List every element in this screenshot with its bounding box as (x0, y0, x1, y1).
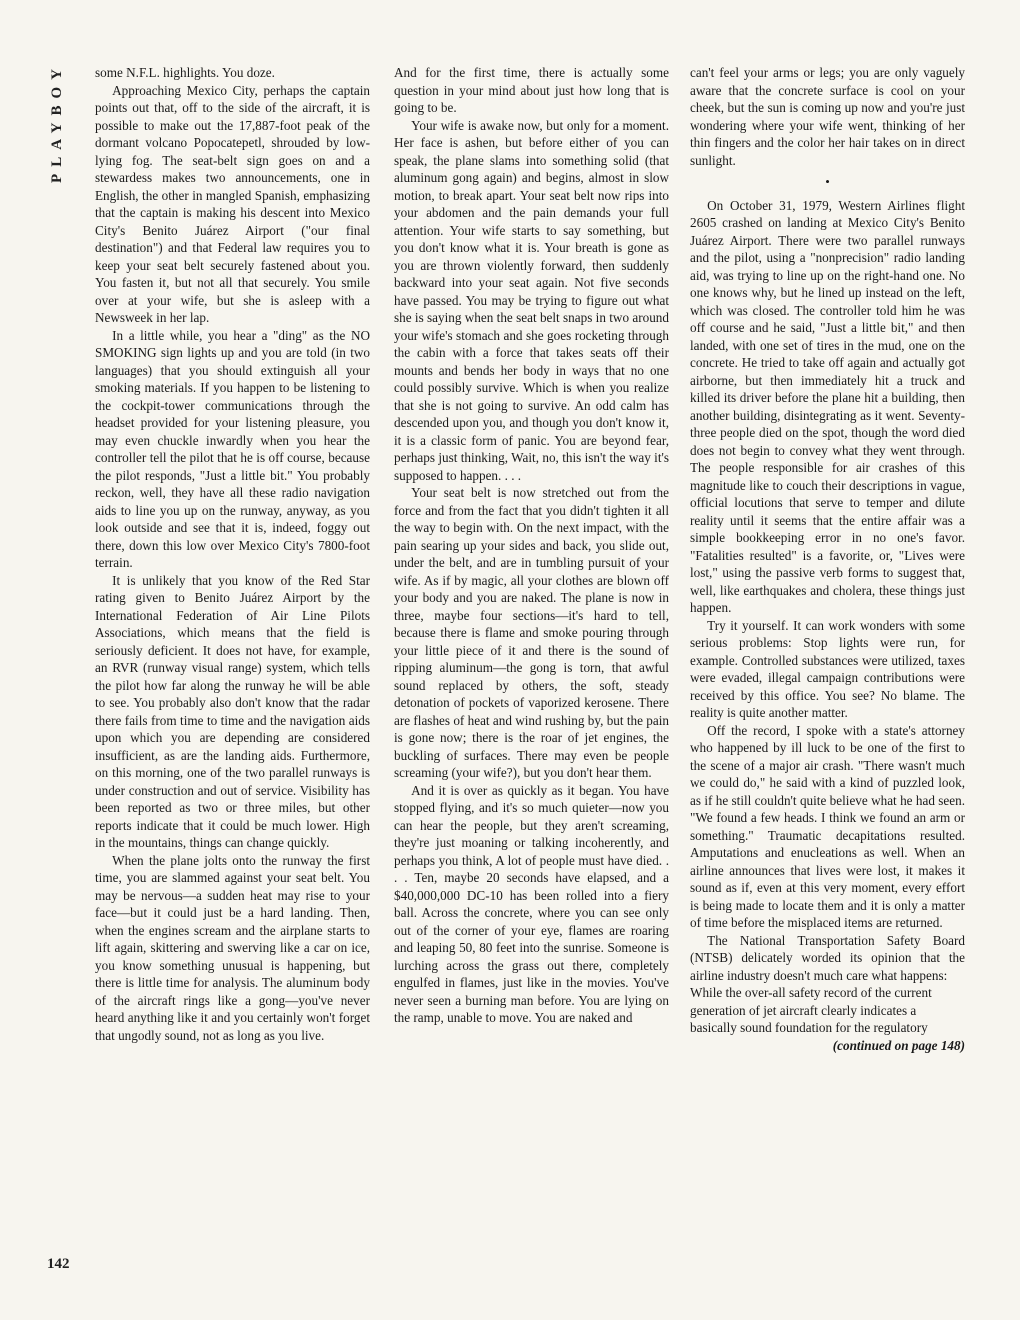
paragraph: The National Transportation Safety Board (NTSB) delicately worded its opinion that the airline industry doesn't much care what happens: (690, 932, 965, 983)
text-column-2 (394, 64, 669, 1027)
magazine-masthead: PLAYBOY (49, 62, 65, 183)
page-number: 142 (47, 1256, 70, 1272)
paragraph: Off the record, I spoke with a state's attorney who happened by ill luck to be one of the first to the scene of a major air crash. "There wasn't much we could do," he said with a kind of puzzled look, as if he still couldn't quite believe what he had seen. "We found a few heads. I think we found an arm or something." Traumatic decapitations resulted. Amputations and enucleations as well. When an airline announces that lives were lost, it makes it sound as if, even at this very moment, every effort is being made to locate them and it is only a matter of time before the misplaced items are returned. (690, 722, 965, 930)
paragraph: And it is over as quickly as it began. You have stopped flying, and it's so much quieter—now you can hear the people, but they aren't screaming, they're just moaning or talking incoherently, and perhaps you think, A lot of people must have died. . . . Ten, maybe 20 seconds have elapsed, and a $40,000,000 DC-10 has been rolled into a fiery ball. Across the concrete, where you can see only out of the corner of your eye, flames are roaring and leaping 50, 80 feet into the sunrise. Someone is lurching across the grass out there, completely engulfed in flames, just like in the movies. You've never seen a burning man before. You are lying on the ramp, unable to move. You are naked and (394, 782, 669, 1025)
paragraph: some N.F.L. highlights. You doze. (95, 65, 275, 80)
paragraph: can't feel your arms or legs; you are only vaguely aware that the concrete surface is cool on your cheek, but the sun is coming up now and you're just wondering where your wife went, thinking of her thin fingers and the color her hair takes on in direct sunlight. (690, 65, 965, 168)
paragraph: And for the first time, there is actually some question in your mind about just how long that is going to be. (394, 65, 669, 115)
paragraph: Your wife is awake now, but only for a moment. Her face is ashen, but before either of you can speak, the plane slams into something solid (that aluminum gong again) and begins, almost in slow motion, to break apart. Your seat belt now rips into your abdomen and the pain demands your full attention. Your wife starts to say something, but you don't know what it is. Your breath is gone as you are thrown violently forward, then suddenly backward into your seat again. Not five seconds have passed. You may be trying to figure out what she is saying when the seat belt snaps in two around your wife's stomach and she goes rocketing through the cabin with a force that takes seats off their mounts and bends her body in ways that no one could possibly survive. Which is when you realize that she is not going to survive. An odd calm has descended upon you, and though you don't know it, it is a classic form of panic. You are beyond fear, perhaps just thinking, Wait, no, this isn't the way it's supposed to happen. . . . (394, 117, 669, 483)
paragraph: In a little while, you hear a "ding" as the NO SMOKING sign lights up and you are told (in two languages) that you should extinguish all your smoking materials. If you happen to be listening to the cockpit-tower communications through the headset provided for your listening pleasure, you may even chuckle inwardly when you hear the controller tell the pilot that he is off course, because the pilot responds, "Just a little bit." You probably reckon, well, they have all these radio navigation aids to line you up on the runway, anyway, as you look outside and see that it is, indeed, foggy out there, down this low over Mexico City's 7800-foot terrain. (95, 327, 370, 570)
paragraph: Approaching Mexico City, perhaps the captain points out that, off to the side of the aircraft, it is possible to make out the 17,887-foot peak of the dormant volcano Popocatepetl, shrouded by low-lying fog. The seat-belt sign goes on and a stewardess makes two announcements, one in English, the other in mangled Spanish, emphasizing that the captain is making his descent into Mexico City's Benito Juárez Airport ("our final destination") and that Federal law requires you to keep your seat belt securely fastened about you. You fasten it, but not all that securely. You smile over at your wife, but she is asleep with a Newsweek in her lap. (95, 82, 370, 325)
paragraph: On October 31, 1979, Western Airlines flight 2605 crashed on landing at Mexico City's Benito Juárez Airport. There were two parallel runways and the pilot, using a "nonprecision" radio landing aid, was trying to line up on the right-hand one. No one knows why, but he lined up instead on the left, which was closed. The controller told him he was off course and he said, "Just a little bit," and then landed, with one set of tires in the mud, one on the concrete. He tried to take off again and actually got airborne, but then immediately hit a truck and killed its driver before the plane hit a building, then another building, disintegrating as it went. Seventy-three people died on the spot, though the word died does not begin to convey what they went through. The people responsible for air crashes of this magnitude like to couch their descriptions in vague, official locutions that serve to temper and dilute reality until it seems that the entire affair was a simple bookkeeping error in no one's favor. "Fatalities resulted" is a favorite, or, "Lives were lost," using the passive verb forms to suggest that, well, like earthquakes and cholera, these things just happen. (690, 197, 965, 615)
section-separator: • (825, 174, 830, 189)
continued-notice: (continued on page 148) (832, 1037, 965, 1053)
text-column-3 (690, 64, 965, 1054)
paragraph: It is unlikely that you know of the Red Star rating given to Benito Juárez Airport by the International Federation of Air Line Pilots Associations, which means that the field is seriously deficient. It does not have, for example, an RVR (runway visual range) system, which tells the pilot how far along the runway he will be able to see. You probably also don't know that the radar there fails from time to time and the navigation aids upon which you are depending are considered insufficient, as are the landing aids. Furthermore, on this morning, one of the two parallel runways is under construction and out of service. Visibility has been reported as two or three miles, but other reports indicate that it could be much lower. High in the mountains, things can change quickly. (95, 572, 370, 850)
paragraph: When the plane jolts onto the runway the first time, you are slammed against your seat belt. You may be nervous—a sudden heat may rise to your face—but it could just be a hard landing. Then, when the engines scream and the airplane starts to lift again, skittering and swerving like a car on ice, you know something unusual is happening, but there is little time for analysis. The aluminum body of the aircraft rings like a gong—you've never heard anything like it and you certainly won't forget that ungodly sound, not as long as you live. (95, 852, 370, 1043)
text-column-1 (95, 64, 370, 1044)
paragraph: Try it yourself. It can work wonders with some serious problems: Stop lights were run, for example. Controlled substances were utilized, taxes were evaded, illegal campaign contributions were received by this office. You see? No blame. The reality is quite another matter. (690, 617, 965, 720)
paragraph: Your seat belt is now stretched out from the force and from the fact that you didn't tighten it all the way to begin with. On the next impact, with the pain searing up your sides and back, you slide out, under the belt, and are in tumbling pursuit of your wife. As if by magic, all your clothes are blown off your body and you are naked. The plane is now in three, maybe four sections—it's hard to tell, because there is flame and smoke pouring through your little piece of it and there is the sound of ripping aluminum—the gong is torn, that awful sound replaced by others, the soft, steady detonation of pockets of vaporized kerosene. There are flashes of heat and wind rushing by, but the pain is gone now; there is the roar of jet engines, the buckling of surfaces. There may even be people screaming (your wife?), but you don't hear them. (394, 485, 669, 780)
block-quote: While the over-all safety record of the current generation of jet aircraft clearly indicates a basically sound foundation for the regulatory (690, 985, 932, 1035)
